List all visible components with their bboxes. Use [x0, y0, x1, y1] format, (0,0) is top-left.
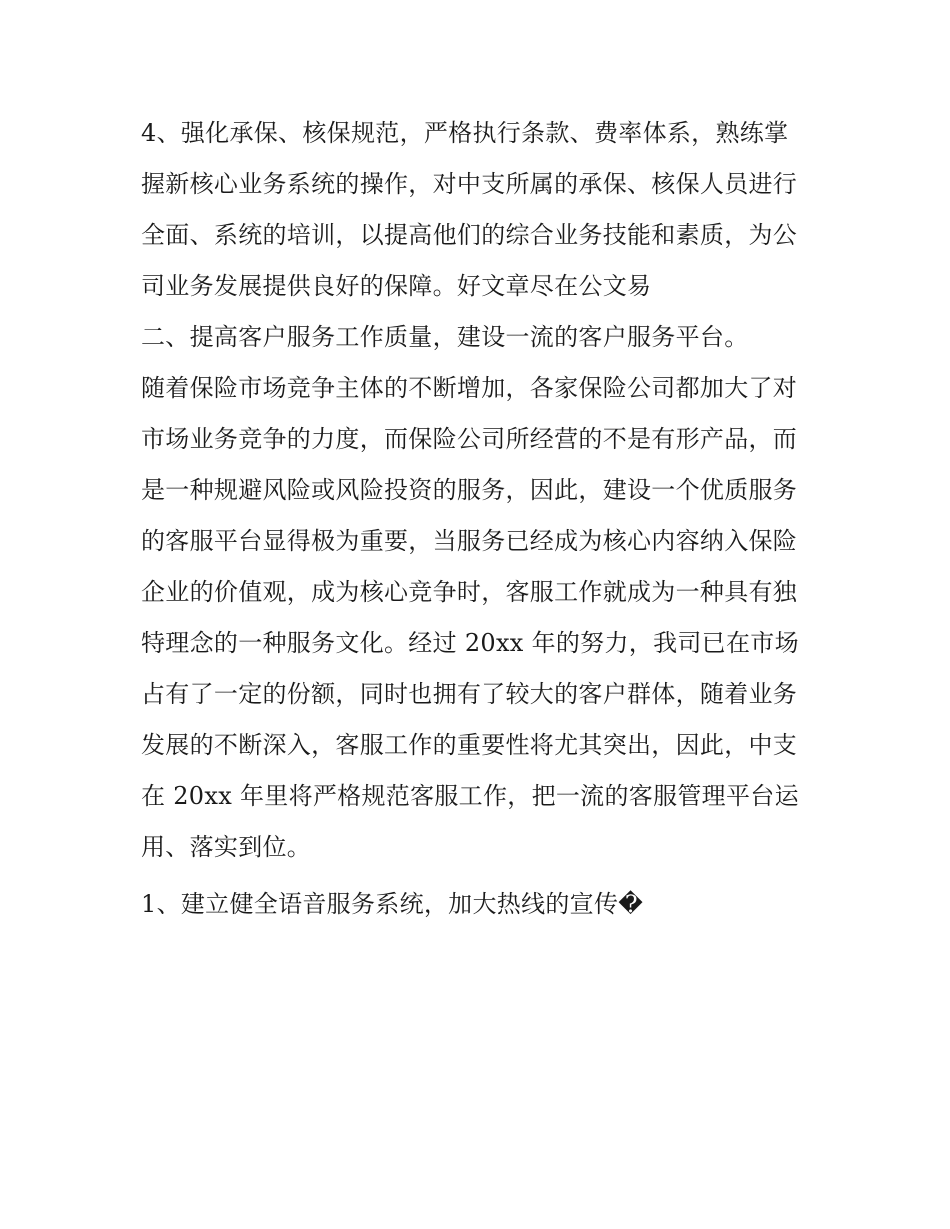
heading-text: 二、提高客户服务工作质量，建设一流的客户服务平台。 — [141, 323, 749, 351]
text-line: 用、落实到位。 — [141, 833, 312, 861]
section-heading — [141, 312, 813, 363]
list-item-voice-service — [141, 879, 813, 930]
text-line: 1、建立健全语音服务系统，加大热线的宣传� — [141, 890, 644, 918]
paragraph-underwriting — [141, 108, 813, 312]
text-line: 随着保险市场竞争主体的不断增加，各家保险公司都加大了对 — [141, 374, 798, 402]
text-line: 是一种规避风险或风险投资的服务，因此，建设一个优质服务 — [141, 476, 798, 504]
text-line: 4、强化承保、核保规范，严格执行条款、费率体系，熟练掌 — [141, 119, 789, 147]
paragraph-customer-service — [141, 363, 813, 873]
text-line: 占有了一定的份额，同时也拥有了较大的客户群体，随着业务 — [141, 680, 798, 708]
text-line: 的客服平台显得极为重要，当服务已经成为核心内容纳入保险 — [141, 527, 798, 555]
text-line: 企业的价值观，成为核心竞争时，客服工作就成为一种具有独 — [141, 578, 798, 606]
text-line: 握新核心业务系统的操作，对中支所属的承保、核保人员进行 — [141, 170, 798, 198]
text-line: 全面、系统的培训，以提高他们的综合业务技能和素质，为公 — [141, 221, 798, 249]
text-line: 发展的不断深入，客服工作的重要性将尤其突出，因此，中支 — [141, 731, 798, 759]
text-line: 特理念的一种服务文化。经过 20xx 年的努力，我司已在市场 — [141, 629, 799, 657]
text-line: 司业务发展提供良好的保障。好文章尽在公文易 — [141, 272, 652, 300]
document-body — [141, 108, 813, 930]
text-line: 在 20xx 年里将严格规范客服工作，把一流的客服管理平台运 — [141, 782, 799, 810]
text-line: 市场业务竞争的力度，而保险公司所经营的不是有形产品，而 — [141, 425, 798, 453]
